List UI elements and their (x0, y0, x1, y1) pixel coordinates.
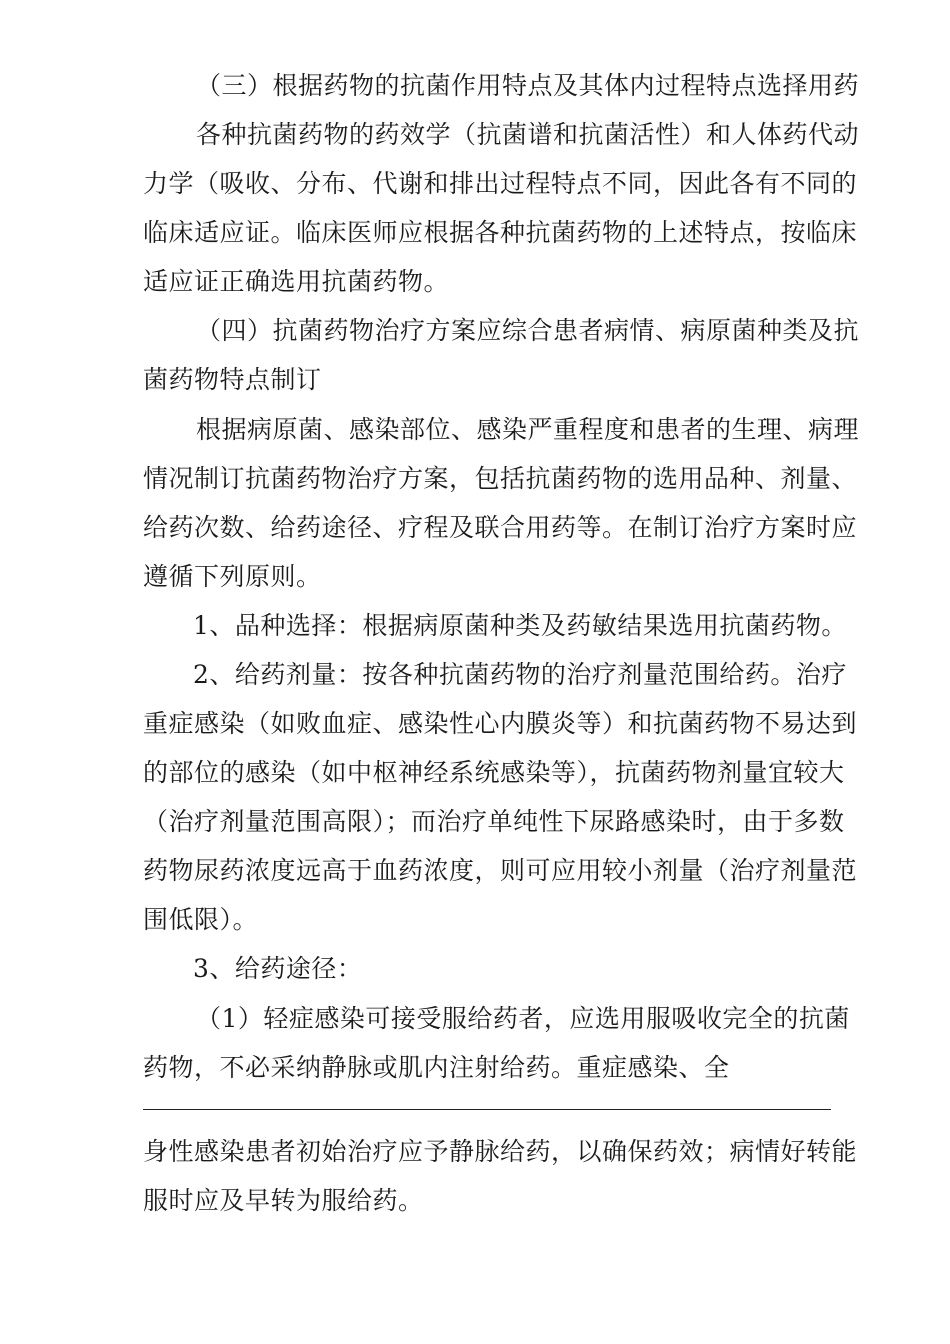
paragraph-line: 重症感染（如败血症、感染性心内膜炎等）和抗菌药物不易达到 (143, 709, 858, 738)
paragraph-line: 给药次数、给药途径、疗程及联合用药等。在制订治疗方案时应 (143, 513, 858, 542)
paragraph-line: （治疗剂量范围高限）；而治疗单纯性下尿路感染时，由于多数 (143, 807, 845, 836)
paragraph-line: 临床适应证。临床医师应根据各种抗菌药物的上述特点，按临床 (143, 218, 858, 247)
paragraph-line: 情况制订抗菌药物治疗方案，包括抗菌药物的选用品种、剂量、 (143, 464, 858, 493)
list-item-1: 1、品种选择：根据病原菌种类及药敏结果选用抗菌药物。 (193, 611, 847, 640)
section-heading-3: （三）根据药物的抗菌作用特点及其体内过程特点选择用药 (196, 71, 860, 100)
paragraph-line: 根据病原菌、感染部位、感染严重程度和患者的生理、病理 (196, 415, 860, 444)
paragraph-line: 药物尿药浓度远高于血药浓度，则可应用较小剂量（治疗剂量范 (143, 856, 858, 885)
paragraph-line: 力学（吸收、分布、代谢和排出过程特点不同，因此各有不同的 (143, 169, 858, 198)
section-heading-4-cont: 菌药物特点制订 (143, 365, 322, 394)
paragraph-line: 服时应及早转为服给药。 (143, 1186, 424, 1215)
paragraph-line: 身性感染患者初始治疗应予静脉给药，以确保药效；病情好转能 (143, 1137, 858, 1166)
list-item-3: 3、给药途径： (193, 954, 363, 983)
paragraph-line: 适应证正确选用抗菌药物。 (143, 267, 450, 296)
paragraph-line: 的部位的感染（如中枢神经系统感染等），抗菌药物剂量宜较大 (143, 758, 845, 787)
paragraph-line: 围低限）。 (143, 905, 259, 934)
paragraph-line: 各种抗菌药物的药效学（抗菌谱和抗菌活性）和人体药代动 (196, 120, 860, 149)
section-heading-4: （四）抗菌药物治疗方案应综合患者病情、病原菌种类及抗 (196, 316, 860, 345)
paragraph-line: 药物，不必采纳静脉或肌内注射给药。重症感染、全 (143, 1053, 730, 1082)
list-item-2: 2、给药剂量：按各种抗菌药物的治疗剂量范围给药。治疗 (193, 660, 847, 689)
sub-item-1: （1）轻症感染可接受服给药者，应选用服吸收完全的抗菌 (196, 1004, 850, 1033)
separator-rule (143, 1109, 831, 1110)
paragraph-line: 遵循下列原则。 (143, 562, 322, 591)
